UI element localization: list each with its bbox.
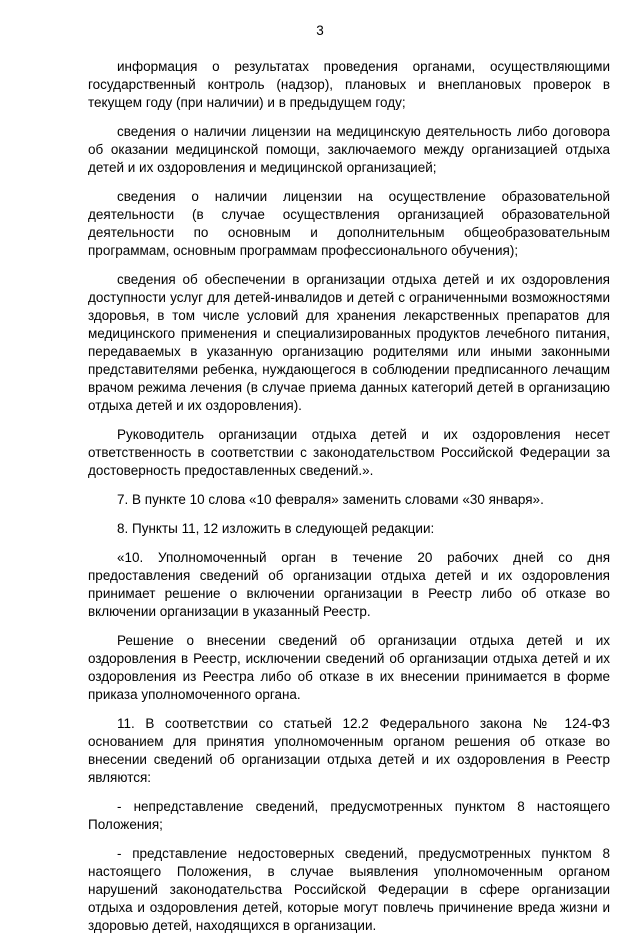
document-body	[88, 58, 610, 946]
page-number: 3	[316, 23, 324, 38]
paragraph-clause-10: «10. Уполномоченный орган в течение 20 рабочих дней со дня предоставления сведений об организации отдыха детей и их оздоровления принимает решение о включении организации в Реестр либо об отказе во включении организации в указанный Реестр.	[88, 550, 610, 619]
paragraph-medical-license: сведения о наличии лицензии на медицинскую деятельность либо договора об оказании медицинской помощи, заключаемого между организацией отдыха детей и их оздоровления и медицинской организацией;	[88, 124, 610, 175]
paragraph-clause-11: 11. В соответствии со статьей 12.2 Федерального закона № 124-ФЗ основанием для принятия уполномоченным органом решения об отказе во внесении сведений об организации отдыха детей и их оздоровления в Реестр являются:	[88, 716, 610, 785]
paragraph-item-8: 8. Пункты 11, 12 изложить в следующей редакции:	[117, 521, 435, 536]
paragraph-inspection-info: информация о результатах проведения органами, осуществляющими государственный контроль (надзор), плановых и внеплановых проверок в текущем году (при наличии) и в предыдущем году;	[88, 59, 610, 110]
paragraph-item-7: 7. В пункте 10 слова «10 февраля» заменить словами «30 января».	[117, 492, 544, 507]
paragraph-decision-form: Решение о внесении сведений об организации отдыха детей и их оздоровления в Реестр, исключении сведений об организации отдыха детей и их оздоровления из Реестра либо об отказе в их внесении принимается в форме приказа уполномоченного органа.	[88, 633, 610, 702]
paragraph-refusal-reason-1: - непредставление сведений, предусмотренных пунктом 8 настоящего Положения;	[88, 799, 610, 832]
paragraph-education-license: сведения о наличии лицензии на осуществление образовательной деятельности (в случае осуществления организацией образовательной деятельности по основным и дополнительным общеобразовательным программам, основным программам профессионального обучения);	[88, 189, 610, 258]
paragraph-refusal-reason-2: - представление недостоверных сведений, предусмотренных пунктом 8 настоящего Положения, в случае выявления уполномоченным органом нарушений законодательства Российской Федерации в сфере организации отдыха и оздоровления детей, которые могут повлечь причинение вреда жизни и здоровью детей, находящихся в организации.	[88, 846, 610, 933]
paragraph-head-responsibility: Руководитель организации отдыха детей и их оздоровления несет ответственность в соответствии с законодательством Российской Федерации за достоверность предоставленных сведений.».	[88, 427, 610, 478]
paragraph-accessibility: сведения об обеспечении в организации отдыха детей и их оздоровления доступности услуг для детей-инвалидов и детей с ограниченными возможностями здоровья, в том числе условий для хранения лекарственных препаратов для медицинского применения и специализированных продуктов лечебного питания, передаваемых в указанную организацию родителями или иными законными представителями ребенка, нуждающегося в соблюдении предписанного лечащим врачом режима лечения (в случае приема данных категорий детей в организацию отдыха детей и их оздоровления).	[88, 272, 610, 413]
